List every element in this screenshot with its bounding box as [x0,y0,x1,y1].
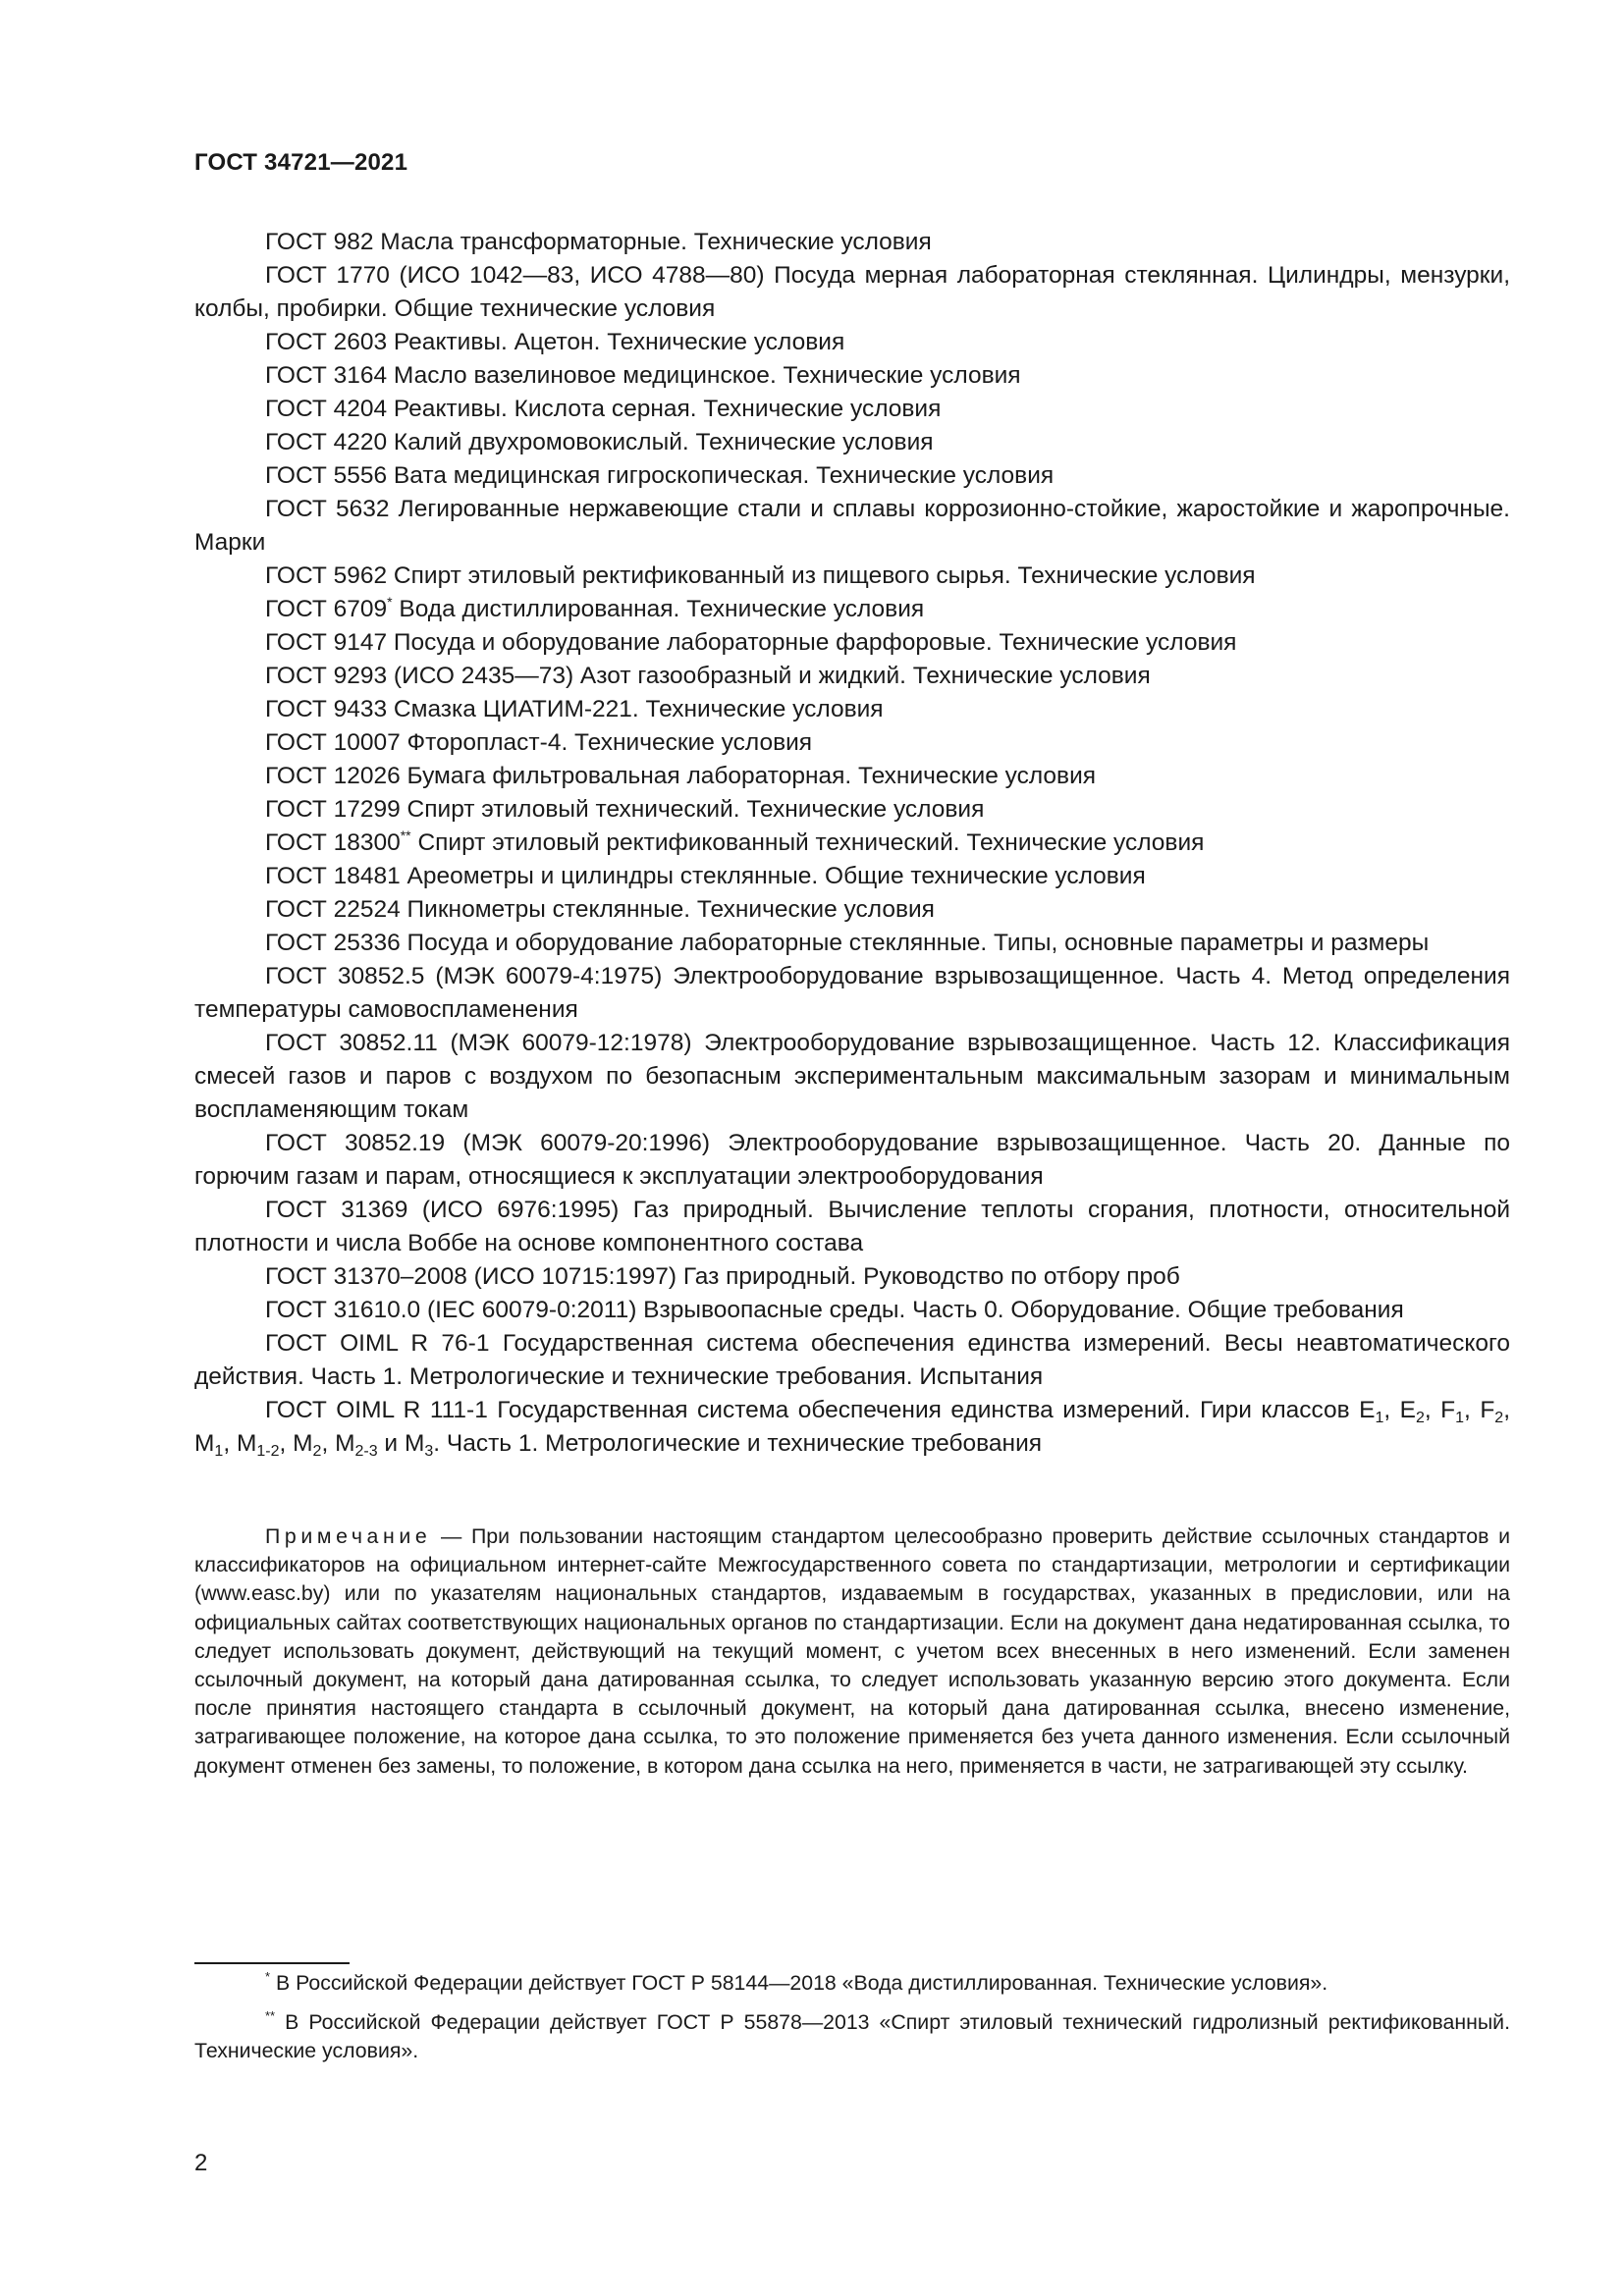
reference-item [194,326,1510,359]
reference-text: Государственная система обеспечения единства измерений. Весы неавтоматического действия. Часть 1. Метрологические и технические требования. Испытания [194,1330,1511,1390]
weight-class: $E_2$ [1399,1397,1425,1426]
reference-item [194,860,1510,893]
reference-item [194,827,1510,860]
reference-text: Фторопласт-4. Технические условия [406,729,813,756]
reference-text: Смазка ЦИАТИМ-221. Технические условия [393,696,884,722]
reference-item [194,893,1510,927]
reference-code: ГОСТ 17299 [265,796,401,823]
reference-item [194,760,1510,793]
reference-item [194,259,1510,326]
footnote-divider [194,1962,350,1964]
footnote-text: В Российской Федерации действует ГОСТ Р 55878—2013 «Спирт этиловый технический гидролизный ректификованный. Технические условия». [194,2009,1510,2063]
reference-text: Спирт этиловый ректификованный технический. Технические условия [417,829,1205,856]
reference-code: ГОСТ 1770 [265,262,390,289]
reference-text: (ИСО 1042—83, ИСО 4788—80) Посуда мерная лабораторная стеклянная. Цилиндры, мензурки, колбы, пробирки. Общие технические условия [194,262,1510,322]
reference-code: ГОСТ 9293 [265,663,388,689]
reference-item [194,793,1510,827]
reference-item [194,626,1510,660]
reference-text: (МЭК 60079-20:1996) Электрооборудование взрывозащищенное. Часть 20. Данные по горючим газам и парам, относящиеся к эксплуатации электрооборудования [194,1130,1511,1190]
normative-references [194,226,1510,1461]
footnote-marker: ** [400,828,411,843]
reference-text: Реактивы. Кислота серная. Технические условия [393,396,942,422]
footnote-marker: ** [265,2007,276,2023]
reference-item [194,693,1510,726]
reference-item-oiml-r-111-1: ГОСТ OIML R 111-1 Государственная система обеспечения единства измерений. Гири классов $E_1$, $E_2$, $F_1$, $F_2$, $M_1$, $M_{1-2}$, $M_2$, $M_{2-3}$ и $M_3$. Часть 1. Метрологические и технические требования [194,1397,1510,1460]
reference-code: ГОСТ 31369 [265,1197,408,1223]
reference-item [194,426,1510,459]
footnotes [194,1969,1510,2076]
page-number: 2 [194,2150,208,2176]
reference-code: ГОСТ 982 [265,229,374,255]
weight-class: $E_1$ [1359,1397,1384,1426]
reference-code: ГОСТ 30852.5 [265,963,425,989]
reference-code: ГОСТ OIML R 76-1 [265,1330,490,1357]
footnote-text: В Российской Федерации действует ГОСТ Р 58144—2018 «Вода дистиллированная. Технические условия». [275,1971,1328,1995]
footnote [194,1969,1510,1999]
reference-text: (IEC 60079-0:2011) Взрывоопасные среды. Часть 0. Оборудование. Общие требования [426,1297,1404,1323]
reference-code: ГОСТ 10007 [265,729,401,756]
reference-item [194,226,1510,259]
reference-code: ГОСТ 6709 [265,596,388,622]
reference-item [194,1194,1510,1260]
reference-item [194,1327,1510,1394]
reference-item [194,593,1510,626]
document-header: ГОСТ 34721—2021 [194,149,408,176]
weight-class: $M_{2-3}$ [335,1430,378,1460]
reference-item [194,393,1510,426]
weight-class: $M_3$ [404,1430,434,1460]
note-paragraph [194,1522,1510,1781]
reference-text: Бумага фильтровальная лабораторная. Технические условия [406,763,1097,789]
reference-text: Посуда и оборудование лабораторные стеклянные. Типы, основные параметры и размеры [406,930,1430,956]
reference-code: ГОСТ 5962 [265,562,388,589]
reference-item [194,726,1510,760]
reference-code: ГОСТ 12026 [265,763,401,789]
reference-code: ГОСТ 30852.11 [265,1030,438,1056]
reference-text: Государственная система обеспечения единства измерений. Гири классов [497,1397,1360,1423]
reference-text: Пикнометры стеклянные. Технические условия [406,896,935,923]
reference-text: (ИСО 10715:1997) Газ природный. Руководство по отбору проб [473,1263,1180,1290]
reference-text: (МЭК 60079-4:1975) Электрооборудование взрывозащищенное. Часть 4. Метод определения температуры самовоспламенения [194,963,1510,1023]
reference-text: Масло вазелиновое медицинское. Технические условия [393,362,1021,389]
reference-text: Спирт этиловый технический. Технические условия [406,796,985,823]
reference-item [194,927,1510,960]
reference-code: ГОСТ 31610.0 [265,1297,421,1323]
reference-item [194,560,1510,593]
reference-code: ГОСТ 30852.19 [265,1130,446,1156]
reference-text: Легированные нержавеющие стали и сплавы коррозионно-стойкие, жаростойкие и жаропрочные. Марки [194,496,1510,556]
reference-code: ГОСТ 5556 [265,462,388,489]
reference-text: (ИСО 6976:1995) Газ природный. Вычисление теплоты сгорания, плотности, относительной плотности и числа Воббе на основе компонентного состава [194,1197,1511,1256]
footnote-marker: * [265,1969,271,1984]
reference-code: ГОСТ 9433 [265,696,388,722]
reference-text: Ареометры и цилиндры стеклянные. Общие технические условия [406,863,1146,889]
reference-text: Вата медицинская гигроскопическая. Технические условия [393,462,1055,489]
reference-text: Посуда и оборудование лабораторные фарфоровые. Технические условия [393,629,1237,656]
reference-item [194,660,1510,693]
weight-class: $M_{1-2}$ [236,1430,280,1460]
reference-code: ГОСТ 18481 [265,863,401,889]
reference-item [194,1027,1510,1127]
footnote [194,2008,1510,2066]
reference-code: ГОСТ OIML R 111-1 [265,1397,488,1423]
note-label: Примечание [265,1524,432,1548]
reference-item [194,359,1510,393]
reference-code: ГОСТ 18300 [265,829,401,856]
reference-code: ГОСТ 2603 [265,329,388,355]
reference-code: ГОСТ 4204 [265,396,388,422]
weight-class: $M_2$ [293,1430,322,1460]
weight-class: $F_1$ [1440,1397,1465,1426]
reference-item [194,1127,1510,1194]
reference-item [194,459,1510,493]
reference-code: ГОСТ 3164 [265,362,388,389]
reference-text: Реактивы. Ацетон. Технические условия [393,329,845,355]
reference-item [194,493,1510,560]
reference-code: ГОСТ 25336 [265,930,401,956]
weight-class: $M_1$ [194,1430,224,1460]
reference-text: Калий двухромовокислый. Технические условия [393,429,934,455]
reference-text: (МЭК 60079-12:1978) Электрооборудование взрывозащищенное. Часть 12. Классификация смесей газов и паров с воздухом по безопасным экспериментальным максимальным зазорам и минимальным воспламеняющим токам [194,1030,1511,1123]
reference-text: (ИСО 2435—73) Азот газообразный и жидкий. Технические условия [393,663,1151,689]
reference-code: ГОСТ 4220 [265,429,388,455]
footnote-marker: * [387,594,393,610]
reference-item [194,960,1510,1027]
reference-code: ГОСТ 9147 [265,629,388,656]
reference-text: Спирт этиловый ректификованный из пищевого сырья. Технические условия [393,562,1256,589]
reference-code: ГОСТ 31370–2008 [265,1263,467,1290]
weight-class: $F_2$ [1480,1397,1504,1426]
reference-item [194,1294,1510,1327]
reference-code: ГОСТ 5632 [265,496,390,522]
reference-text: . Часть 1. Метрологические и технические требования [433,1430,1043,1457]
reference-text: Вода дистиллированная. Технические условия [399,596,925,622]
reference-code: ГОСТ 22524 [265,896,401,923]
reference-item [194,1260,1510,1294]
note-text: — При пользовании настоящим стандартом целесообразно проверить действие ссылочных стандартов и классификаторов на официальном интернет-сайте Межгосударственного совета по стандартизации, метрологии и сертификации (www.easc.by) или по указателям национальных стандартов, издаваемым в государствах, указанных в предисловии, или на официальных сайтах соответствующих национальных органов по стандартизации. Если на документ дана недатированная ссылка, то следует использовать документ, действующий на текущий момент, с учетом всех внесенных в него изменений. Если заменен ссылочный документ, на который дана датированная ссылка, то следует использовать указанную версию этого документа. Если после принятия настоящего стандарта в ссылочный документ, на который дана датированная ссылка, внесено изменение, затрагивающее положение, на которое дана ссылка, то это положение применяется без учета данного изменения. Если ссылочный документ отменен без замены, то положение, в котором дана ссылка на него, применяется в части, не затрагивающей эту ссылку. [194,1524,1510,1778]
reference-text: Масла трансформаторные. Технические условия [380,229,932,255]
